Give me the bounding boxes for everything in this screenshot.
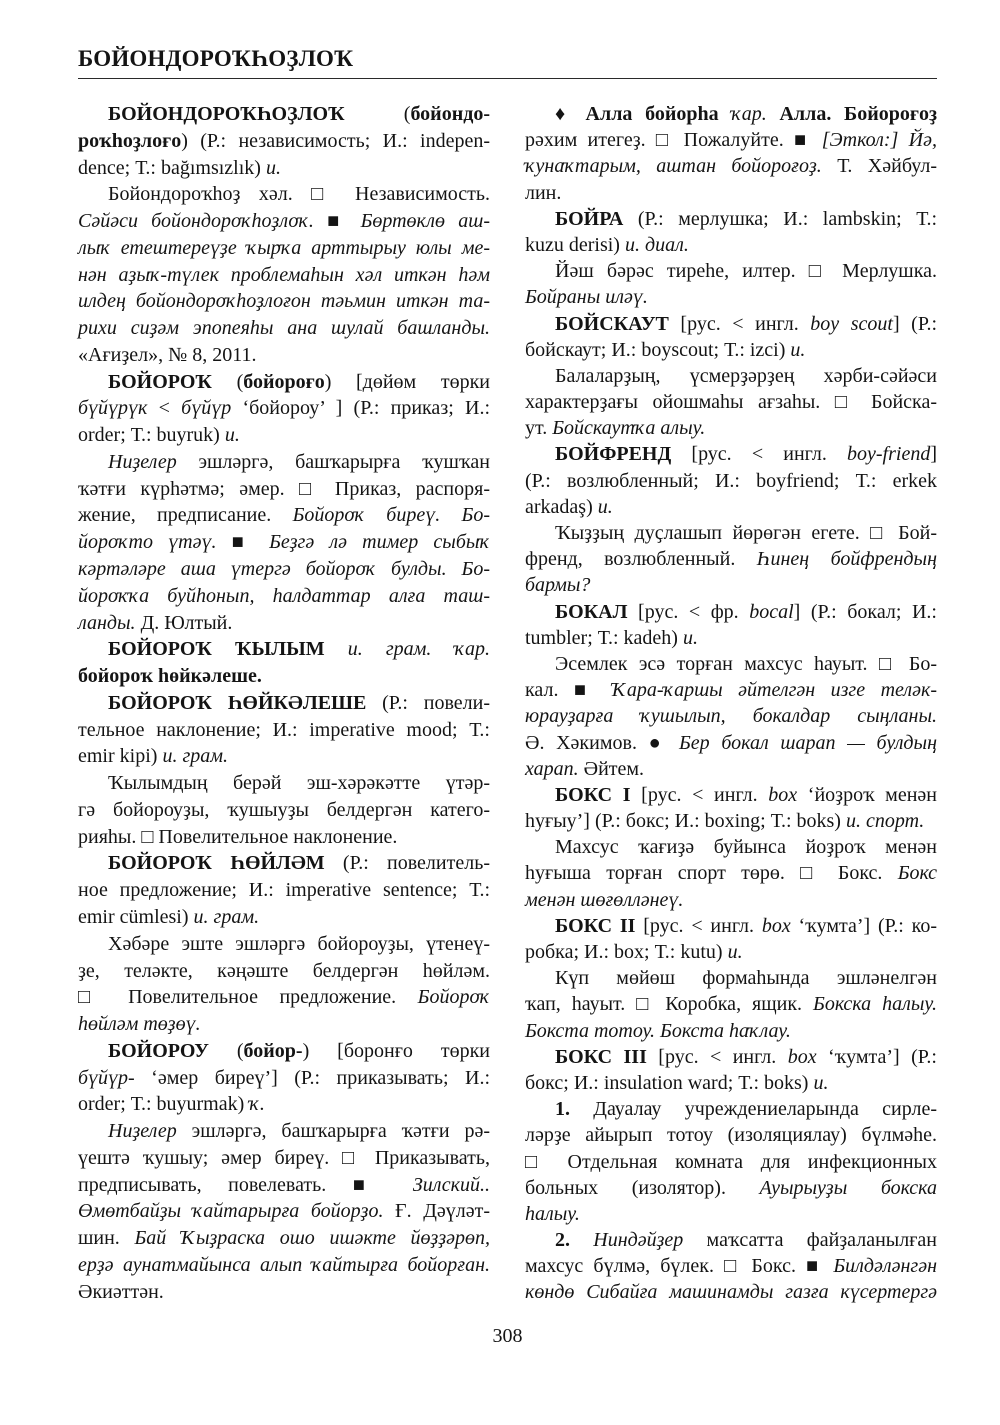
entry-paragraph (525, 965, 937, 1044)
plain-text: ‘ҡумта’] (Р.: (816, 1045, 937, 1068)
plain-text: (Р.: мерлушка; И.: lambskin; Т.: (623, 207, 937, 230)
italic-text: и. (813, 1071, 829, 1094)
plain-text: arkadaş) (525, 495, 598, 518)
plain-text: [рус. < ингл. (635, 914, 762, 937)
text-line (525, 887, 937, 913)
text-line (78, 529, 490, 556)
bold-text: Алла. Бойороғоҙ (779, 103, 938, 125)
italic-text: Билдәләнгән (833, 1255, 937, 1278)
text-line (525, 860, 937, 886)
italic-text: box (768, 783, 798, 806)
plain-text: Махсус ҡағиҙә буйынса йоҙроҡ менән (555, 836, 937, 859)
text-line (78, 824, 490, 851)
italic-text: box (787, 1045, 817, 1068)
plain-text: эшләргә, башҡарырға ҡәтғи рә- (176, 1120, 490, 1143)
text-line (78, 315, 490, 342)
plain-text: шин. (78, 1227, 135, 1250)
text-line (78, 1279, 490, 1306)
italic-text: box (761, 914, 791, 937)
plain-text: Бойондороҡһоҙ хәл. □ Независимость. (108, 183, 490, 206)
text-line (78, 663, 490, 690)
text-line (525, 232, 937, 258)
italic-text: Һинең бойфрендың (756, 548, 937, 571)
text-line (525, 127, 937, 153)
text-line (525, 258, 937, 284)
text-line (525, 1096, 937, 1122)
text-line (525, 1253, 937, 1279)
bold-text: 1. (555, 1098, 570, 1121)
text-line (525, 991, 937, 1017)
italic-text: Бокска һалыу. (813, 993, 937, 1016)
italic-text: йороҡҡа буйһонып, һалдаттар алға таш- (78, 584, 490, 607)
entry-paragraph (78, 1118, 490, 1305)
plain-text: emir kipi) (78, 745, 163, 768)
text-line (525, 572, 937, 598)
entry-paragraph (525, 782, 937, 834)
text-line (525, 677, 937, 703)
italic-text: менән шөғөлләнеү. (525, 888, 684, 911)
plain-text: һуғыша торған спорт төрө. □ Бокс. (525, 862, 898, 885)
plain-text: emir cümlesi) (78, 905, 194, 928)
text-line (525, 1279, 937, 1305)
text-line (78, 128, 490, 155)
plain-text: ное предложение; И.: imperative sentence; Т.: (78, 879, 490, 902)
bold-text: бойороҡ һөйкәлеше. (78, 665, 262, 688)
text-line (525, 494, 937, 520)
text-line (78, 1011, 490, 1038)
plain-text: ләрҙе айырып тотоу (изоляциялау) бүлмәһе. (525, 1124, 937, 1147)
text-line (78, 1252, 490, 1279)
italic-text: бүйүр- (78, 1066, 135, 1089)
text-line (78, 984, 490, 1011)
text-line (525, 389, 937, 415)
text-line (525, 1227, 937, 1253)
plain-text: жение, предписание. (78, 504, 293, 527)
text-line (78, 717, 490, 744)
italic-text: Бокста тотоу. Бокста һаҡлау. (525, 1019, 791, 1042)
text-line (78, 155, 490, 182)
text-line (525, 101, 937, 127)
text-line (525, 1149, 937, 1175)
text-line (525, 625, 937, 651)
plain-text: Хәбәре эште эшләргә бойороуҙы, үтенеү- (108, 932, 490, 955)
text-line (525, 808, 937, 834)
plain-text: [рус. < ингл. (630, 783, 769, 806)
text-line (525, 965, 937, 991)
plain-text: ут. (525, 417, 553, 440)
plain-text: үештә ҡушыу; әмер биреү. □ Приказывать, (78, 1146, 490, 1169)
plain-text: рияһы. □ Повелительное наклонение. (78, 825, 398, 848)
plain-text: (Р.: возлюбленный; И.: boyfriend; Т.: erkek (525, 469, 937, 492)
italic-text: и. (597, 495, 613, 518)
plain-text: ҡәтғи күрһәтмә; әмер. □ Приказ, распоря- (78, 477, 490, 500)
text-line (525, 520, 937, 546)
text-line (525, 1201, 937, 1227)
text-line (525, 1070, 937, 1096)
italic-text: Бер бокал шарап — булдың (679, 731, 937, 754)
plain-text: Балаларҙың, үсмерҙәрҙең хәрби-сәйәси (555, 364, 937, 387)
text-line (78, 583, 490, 610)
plain-text: order; Т.: buyurmak) (78, 1093, 250, 1116)
plain-text: эшләргә, башҡарырға ҡушҡан (176, 450, 490, 473)
text-line (525, 599, 937, 625)
plain-text: ) [боронғо төрки (302, 1039, 490, 1062)
plain-text: order; Т.: buyruk) (78, 424, 225, 447)
text-line (525, 1122, 937, 1148)
text-line (78, 208, 490, 235)
text-line (525, 834, 937, 860)
italic-text: Зилский.. (412, 1173, 490, 1196)
plain-text: Ғ. Дәүләт- (383, 1200, 490, 1223)
text-line (525, 546, 937, 572)
plain-text: ( (208, 1039, 244, 1062)
plain-text: характерҙағы ойошмаһы ағзаһы. □ Бойска- (525, 391, 937, 414)
plain-text: френд, возлюбленный. (525, 548, 757, 571)
bold-text: БОЙОРОҠ ҺӨЙКӘЛЕШЕ (108, 691, 367, 714)
entry-paragraph (78, 770, 490, 850)
italic-text: и. (727, 941, 743, 963)
plain-text: кал. ■ (525, 679, 612, 702)
entry-paragraph (78, 690, 490, 770)
italic-text: һалыу. (525, 1202, 580, 1225)
italic-text: Бөртөклө аш- (360, 210, 490, 233)
italic-text: и. грам. (162, 745, 229, 768)
italic-text: Ниҙелер (108, 450, 177, 473)
text-line (78, 958, 490, 985)
italic-text: Сәйәси бойондороҡһоҙлоҡ. (78, 210, 314, 233)
plain-text: ■ (216, 531, 270, 554)
italic-text: Өмөтбайҙы ҡайтарырға бойорҙо. (78, 1200, 384, 1223)
italic-text: ҡ. (249, 1093, 265, 1116)
entry-paragraph (525, 913, 937, 965)
entry-paragraph (525, 1096, 937, 1227)
bold-text: БОКС II (555, 914, 636, 937)
plain-text: [рус. < ингл. (668, 312, 811, 335)
plain-text: тельное наклонение; И.: imperative mood; Т.: (78, 718, 490, 741)
text-line (525, 651, 937, 677)
plain-text: [рус. < ингл. (646, 1045, 788, 1068)
plain-text: tumbler; Т.: kadeh) (525, 626, 683, 649)
page-number: 308 (492, 1325, 523, 1347)
entry-paragraph (525, 311, 937, 363)
bold-text: бойор- (243, 1039, 303, 1062)
text-line (78, 610, 490, 637)
text-line (525, 415, 937, 441)
plain-text: □ Отдельная комната для инфекционных (525, 1150, 937, 1173)
italic-text: ҡунаҡтарым, аштан бойороғоҙ. (525, 155, 822, 178)
plain-text: ( (211, 370, 244, 393)
entry-paragraph (525, 441, 937, 520)
bold-text: БОЙСКАУТ (555, 312, 669, 335)
plain-text: ‘әмер биреү’] (Р.: приказывать; И.: (134, 1066, 490, 1089)
text-line (78, 369, 490, 396)
entry-paragraph (78, 369, 490, 449)
text-line (525, 153, 937, 179)
plain-text: kuzu derisi) (525, 233, 625, 256)
text-line (78, 636, 490, 663)
entry-paragraph (78, 850, 490, 930)
plain-text: лин. (525, 181, 562, 204)
text-line (525, 703, 937, 729)
entry-paragraph (525, 206, 937, 258)
plain-text: бокс; И.: insulation ward; Т.: boks) (525, 1071, 814, 1094)
entry-paragraph (78, 931, 490, 1038)
italic-text: бүйүр (181, 397, 232, 420)
bold-text: БОЙОРОҠ ҠЫЛЫМ (108, 638, 325, 661)
bold-text: БОЙОРОҠ ҺӨЙЛӘМ (108, 852, 325, 875)
text-line (78, 556, 490, 583)
plain-text: Йәш бәрәс тиреһе, илтер. □ Мерлушка. (555, 260, 937, 283)
italic-text: и. (682, 626, 698, 649)
italic-text: bocal (749, 600, 794, 623)
italic-text: нән аҙыҡ-түлек проблемаһын хәл иткән һәм (78, 263, 490, 286)
text-line (78, 904, 490, 931)
entry-paragraph (525, 599, 937, 651)
entry-paragraph (525, 834, 937, 913)
bold-text: Алла бойорһа (585, 103, 719, 125)
plain-text: Эсемлек эсә торған махсус һауыт. □ Бо- (555, 652, 937, 675)
italic-text: юрауҙарға ҡушылып, бокалдар сыңланы. (525, 705, 937, 728)
text-line (78, 770, 490, 797)
plain-text: Д. Юлтый. (135, 611, 233, 634)
entry-paragraph (525, 1044, 937, 1096)
bold-text: БОКАЛ (555, 600, 628, 623)
italic-text: лыҡ етештереүҙе ҡырҡа арттырыу юлы ме- (78, 236, 490, 259)
text-line (78, 288, 490, 315)
italic-text: Бокс (897, 862, 937, 885)
italic-text: Беҙгә лә тимер сыбыҡ (269, 531, 490, 554)
italic-text: [Эткол:] Йә, (821, 129, 937, 152)
italic-text: boy scout (810, 312, 893, 335)
bold-text: роҡһоҙлоғо (78, 129, 182, 152)
text-line (78, 262, 490, 289)
plain-text: < (147, 397, 182, 420)
plain-text: гә бойороуҙы, ҡушыуҙы белдергән катего- (78, 798, 490, 821)
plain-text: Әкиәттән. (78, 1280, 164, 1303)
text-line (525, 180, 937, 206)
plain-text: һуғыу’] (Р.: бокс; И.: boxing; Т.: boks) (525, 810, 846, 833)
bold-text: бойороғо (243, 370, 325, 393)
text-line (78, 422, 490, 449)
text-line (525, 730, 937, 756)
italic-text: boy-friend (847, 443, 931, 466)
plain-text: Ҡыҙҙың дуҫлашып йөрөгән егете. □ Бой- (555, 522, 937, 544)
plain-text: ‘бойороу’ ] (Р.: приказ; И.: (231, 397, 491, 420)
text-line (525, 363, 937, 389)
italic-text: Ниҙелер (108, 1120, 177, 1143)
text-line (78, 181, 490, 208)
plain-text: dence; Т.: bağımsızlık) (78, 156, 266, 179)
text-line (525, 1175, 937, 1201)
italic-text: көндө Сибайға машинамды газға күсертергә (525, 1281, 937, 1304)
plain-text: ] (Р.: (892, 312, 938, 335)
text-line (78, 690, 490, 717)
plain-text: ) [дөйөм төрки (324, 370, 490, 393)
text-line (78, 1091, 490, 1118)
text-line (78, 850, 490, 877)
entry-paragraph (525, 520, 937, 599)
italic-text: Бойскаутҡа алыу. (552, 417, 706, 440)
plain-text: Әйтем. (578, 757, 645, 780)
plain-text: Ә. Хәкимов. ● (525, 731, 679, 754)
text-line (525, 441, 937, 467)
italic-text: йороҡто үтәү. (78, 531, 217, 554)
italic-text: һөйләм төҙөү. (78, 1013, 201, 1036)
plain-text: Дауалау учреждениеларында сирле- (570, 1098, 937, 1121)
italic-text: илдең бойондороҡһоҙлоғон тәьмин иткән та- (78, 290, 490, 313)
bold-text: БОЙОНДОРОҠҺОҘЛОҠ (108, 103, 345, 125)
text-line (78, 1225, 490, 1252)
italic-text: харап. (525, 757, 579, 780)
plain-text: Т. Хәйбул- (821, 155, 937, 178)
entry-paragraph (78, 636, 490, 690)
plain-text: маҡсатта файҙаланылған (683, 1229, 937, 1252)
plain-text: ҡап, һауыт. □ Коробка, ящик. (525, 993, 814, 1016)
text-line (78, 931, 490, 958)
plain-text: ‘йоҙроҡ менән (797, 783, 938, 806)
plain-text: ) (Р.: независимость; И.: indepen- (181, 129, 490, 152)
text-line (525, 1044, 937, 1070)
text-line (525, 337, 937, 363)
plain-text: ( (344, 103, 411, 125)
left-column (78, 101, 490, 1305)
plain-text: (Р.: повели- (366, 691, 490, 714)
italic-text: ланды. (78, 611, 136, 634)
entry-paragraph (78, 101, 490, 181)
text-line (78, 1145, 490, 1172)
italic-text: ерҙә аунатмайынса алып ҡайтырға бойорған. (78, 1253, 490, 1276)
italic-text: Ниндәйҙер (570, 1229, 684, 1252)
bold-text: БОКС III (555, 1045, 647, 1068)
italic-text: бармы? (525, 574, 591, 597)
plain-text: робка; И.: box; Т.: kutu) (525, 941, 728, 963)
italic-text: и. грам. (193, 905, 260, 928)
italic-text: Бойраны иләү. (525, 286, 648, 309)
text-line (525, 284, 937, 310)
bold-text: БОЙОРОУ (108, 1039, 209, 1062)
italic-text: ҡар. (718, 103, 780, 125)
text-line (525, 913, 937, 939)
plain-text: ‘ҡумта’] (Р.: ко- (790, 914, 938, 937)
italic-text: и. (265, 156, 281, 179)
running-head: БОЙОНДОРОҠҺОҘЛОҠ (78, 46, 354, 71)
plain-text: махсус бүлмә, бүлек. □ Бокс. ■ (525, 1255, 834, 1278)
entry-paragraph (78, 449, 490, 636)
header-rule (78, 78, 937, 79)
bold-text: БОЙФРЕНД (555, 443, 672, 466)
text-line (78, 449, 490, 476)
text-line (78, 1118, 490, 1145)
italic-text: Бойороҡ (417, 986, 490, 1009)
text-line (78, 476, 490, 503)
plain-text: ҙе, теләкте, кәңәште белдергән һөйләм. (78, 959, 490, 982)
text-line (78, 1172, 490, 1199)
entry-paragraph (525, 101, 937, 206)
italic-text: Бай Ҡыҙраска ошо ишәкте йөҙҙәрөп, (134, 1227, 490, 1250)
bold-text: бойондо- (410, 103, 490, 125)
text-line (525, 206, 937, 232)
text-line (78, 395, 490, 422)
plain-text: ] (Р.: бокал; И.: (793, 600, 937, 623)
plain-text: [рус. < фр. (627, 600, 750, 623)
plain-text: Күп мөйөш формаһында эшләнелгән (555, 967, 937, 990)
plain-text: «Ағиҙел», № 8, 2011. (78, 343, 257, 366)
plain-text: ] (930, 443, 937, 466)
text-line (525, 756, 937, 782)
text-line (78, 235, 490, 262)
text-line (525, 939, 937, 965)
italic-text: и. спорт. (845, 810, 925, 833)
text-line (525, 468, 937, 494)
text-line (78, 342, 490, 369)
bold-text: 2. (555, 1229, 570, 1252)
italic-text: Ауырыуҙы бокска (759, 1176, 937, 1199)
italic-text: бүйүрүк (78, 397, 148, 420)
plain-text: ♦ (555, 103, 586, 125)
italic-text: Бойороҡ биреү. Бо- (292, 504, 490, 527)
text-line (525, 782, 937, 808)
italic-text: и. (790, 338, 806, 361)
right-column (525, 101, 937, 1306)
plain-text: [рус. < ингл. (671, 443, 848, 466)
bold-text: БОЙОРОҠ (108, 370, 212, 393)
plain-text: рәхим итегеҙ. □ Пожалуйте. ■ (525, 129, 822, 152)
plain-text: □ Повелительное предложение. (78, 986, 418, 1009)
plain-text: больных (изолятор). (525, 1176, 760, 1199)
text-line (78, 1038, 490, 1065)
italic-text: Ҡара-ҡаршы әйтелгән изге теләк- (611, 679, 937, 702)
italic-text: и. диал. (624, 233, 689, 256)
italic-text: рихи сиҙәм эпопеяһы ана шулай башланды. (78, 317, 490, 340)
bold-text: БОЙРА (555, 207, 624, 230)
text-line (78, 797, 490, 824)
italic-text: и. (224, 424, 240, 447)
entry-paragraph (525, 1227, 937, 1306)
text-line (78, 502, 490, 529)
text-line (78, 743, 490, 770)
entry-paragraph (78, 1038, 490, 1118)
text-line (78, 877, 490, 904)
plain-text: бойскаут; И.: boyscout; Т.: izci) (525, 338, 791, 361)
text-line (525, 311, 937, 337)
text-line (78, 1065, 490, 1092)
text-line (78, 101, 490, 128)
entry-paragraph (78, 181, 490, 368)
italic-text: и. грам. ҡар. (324, 638, 490, 661)
plain-text: Ҡылымдың берәй эш-хәрәкәтте үтәр- (108, 772, 490, 795)
entry-paragraph (525, 363, 937, 442)
entry-paragraph (525, 258, 937, 310)
bold-text: БОКС I (555, 783, 631, 806)
plain-text: предписывать, повелевать. ■ (78, 1173, 413, 1196)
text-line (78, 1198, 490, 1225)
plain-text: (Р.: повелитель- (324, 852, 490, 875)
italic-text: кәртәләре аша үтергә бойороҡ булды. Бо- (78, 558, 490, 581)
plain-text: ■ (313, 210, 361, 233)
entry-paragraph (525, 651, 937, 782)
text-line (525, 1018, 937, 1044)
